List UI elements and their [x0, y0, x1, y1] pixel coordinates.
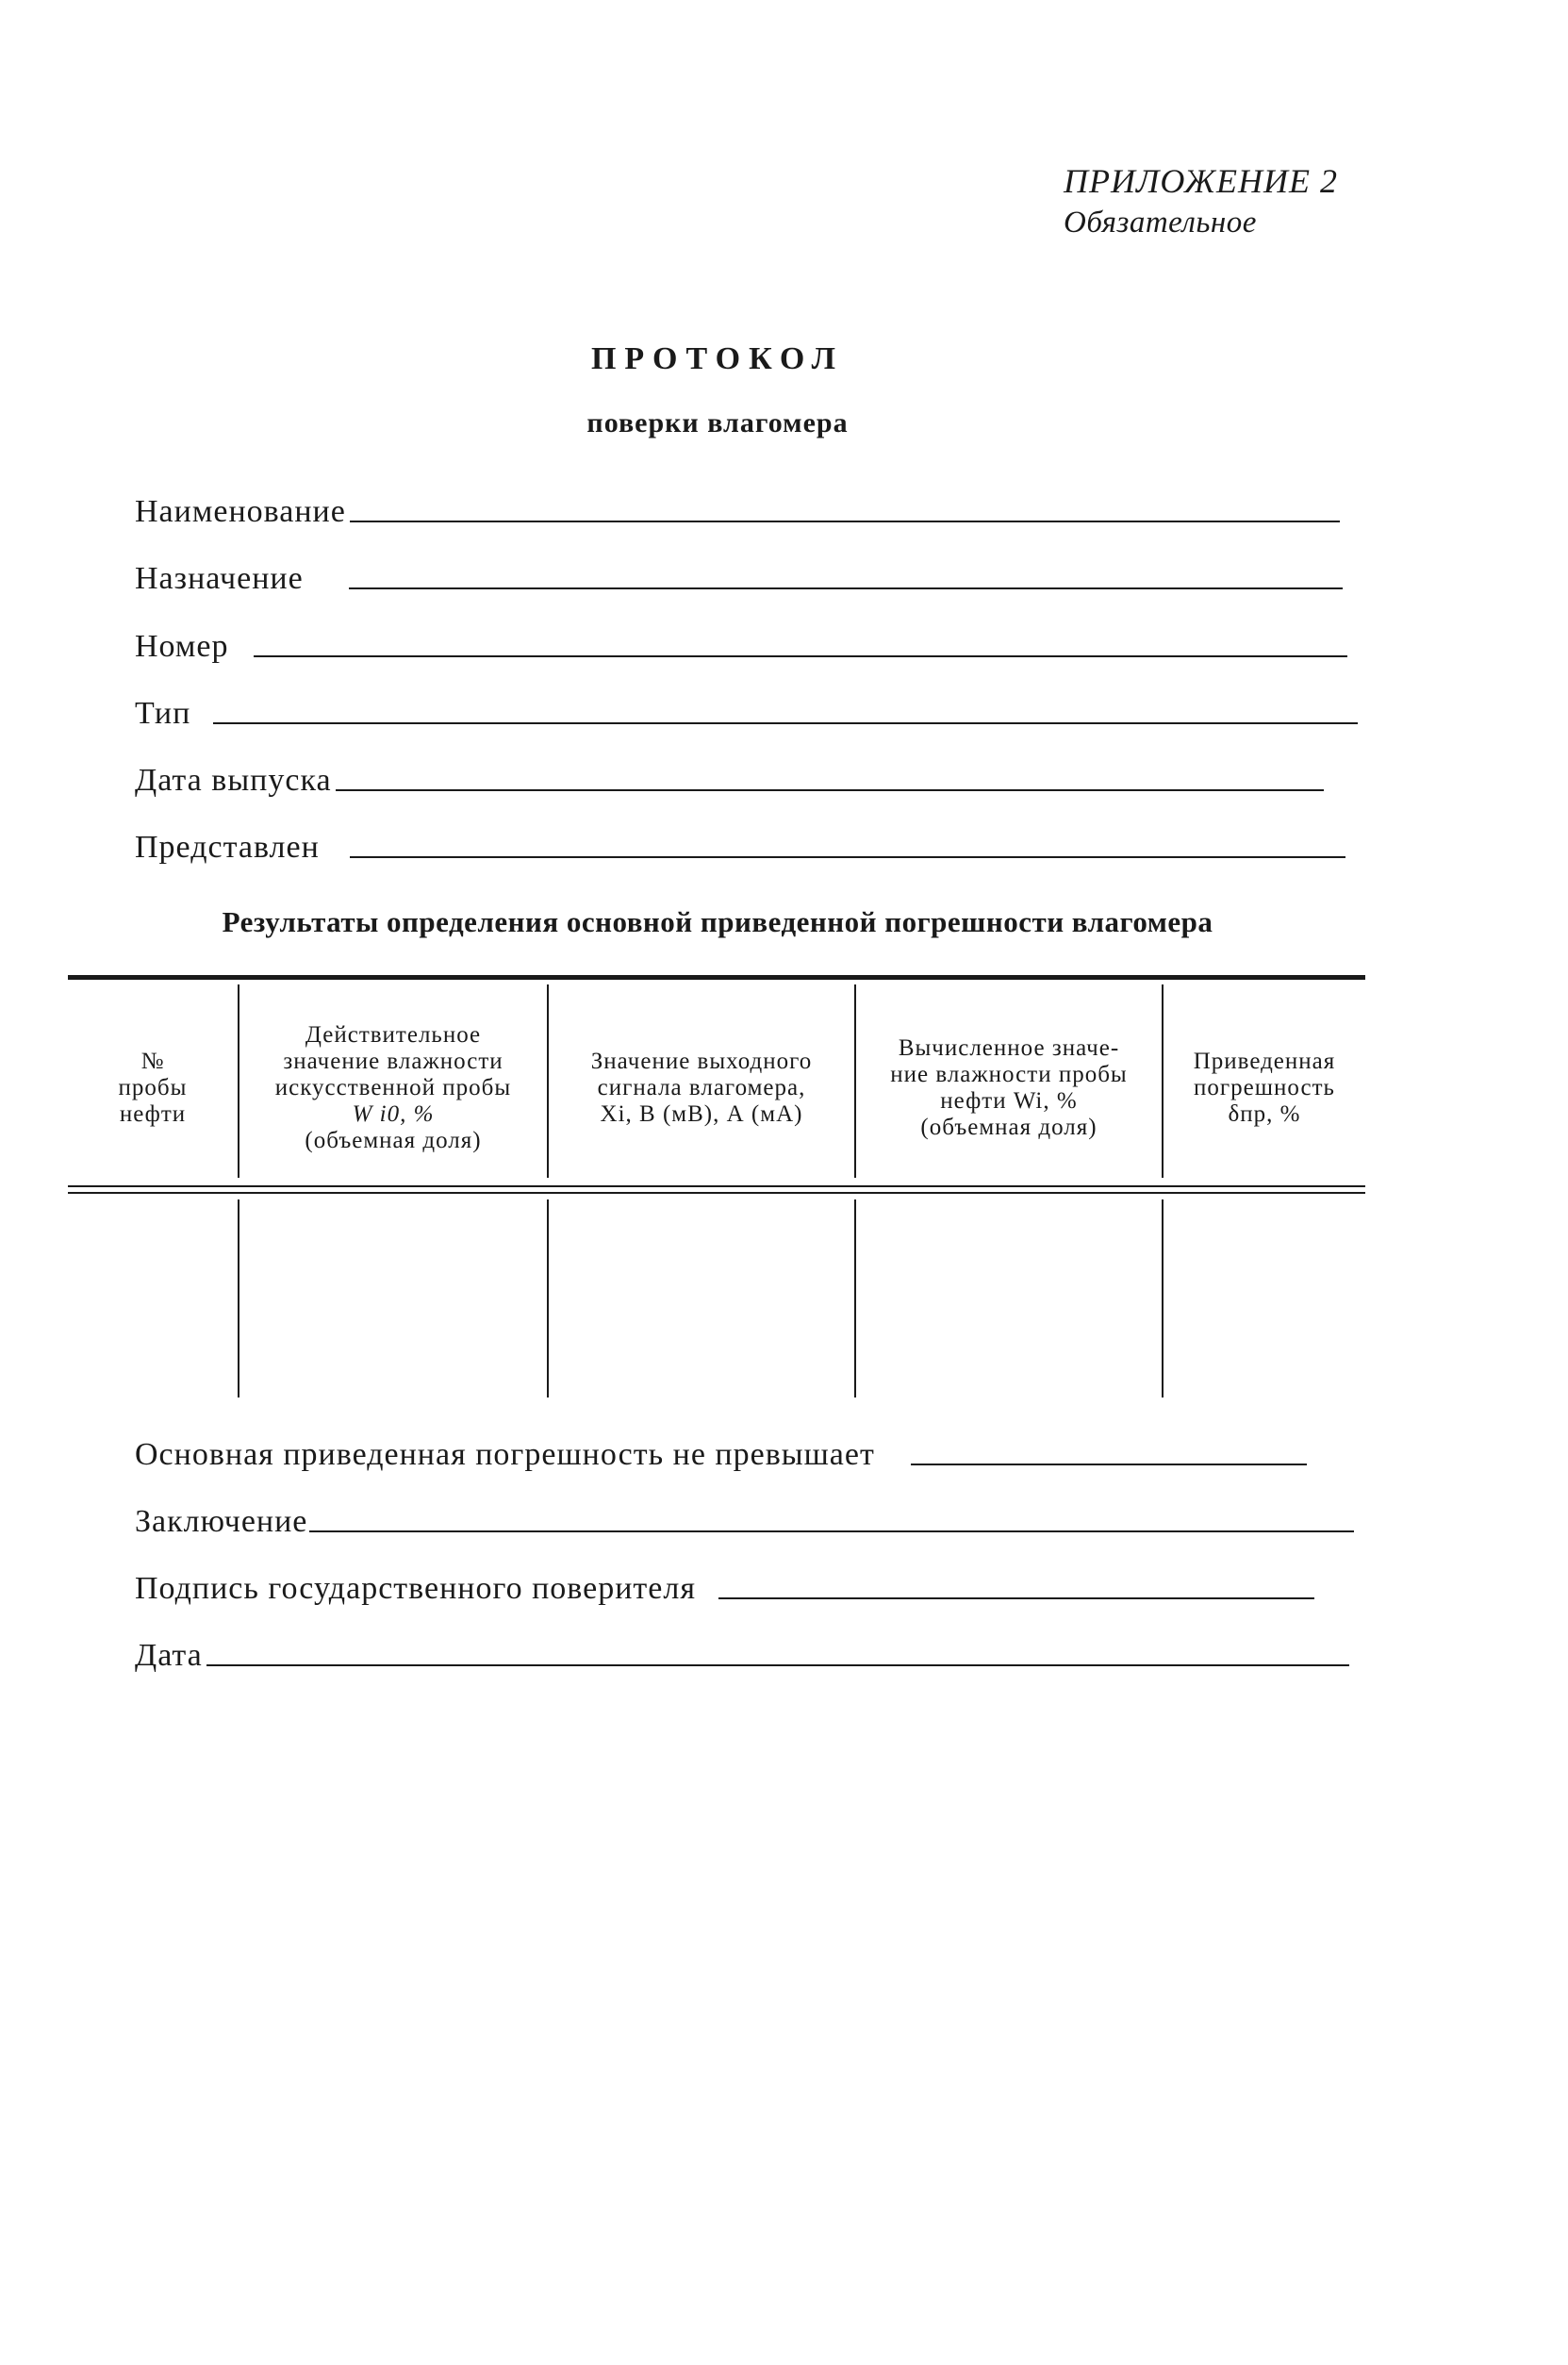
field-number-label: Номер: [135, 629, 229, 664]
header-line: №: [140, 1049, 165, 1074]
field-release-date-label: Дата выпуска: [135, 763, 332, 798]
header-line: искусственной пробы: [274, 1075, 512, 1100]
field-conclusion-label: Заключение: [135, 1504, 308, 1539]
field-number: [135, 628, 1347, 666]
field-signature-line[interactable]: [718, 1597, 1314, 1599]
field-max-error: [135, 1436, 1307, 1474]
field-type-line[interactable]: [213, 722, 1358, 724]
header-line: нефти: [119, 1101, 187, 1127]
field-type-label: Тип: [135, 696, 191, 731]
header-line: погрешность: [1194, 1075, 1335, 1100]
field-date-label: Дата: [135, 1638, 203, 1673]
table-top-rule: [68, 975, 1365, 980]
column-header-calculated-moisture: [856, 1003, 1162, 1173]
header-line: W i0, %: [352, 1101, 435, 1127]
field-signature: [135, 1570, 1314, 1608]
field-submitted-line[interactable]: [350, 856, 1345, 858]
field-date: [135, 1637, 1349, 1675]
header-line: нефти Wi, %: [940, 1088, 1078, 1114]
field-max-error-line[interactable]: [911, 1464, 1307, 1465]
protocol-subtitle: поверки влагомера: [586, 407, 849, 438]
field-submitted: [135, 829, 1345, 867]
column-header-actual-moisture: [239, 1003, 547, 1173]
header-line: δпр, %: [1228, 1101, 1301, 1127]
field-date-line[interactable]: [206, 1664, 1349, 1666]
column-header-output-signal: [549, 1003, 854, 1173]
table-divider: [854, 1199, 856, 1398]
table-header-rule: [68, 1185, 1365, 1187]
field-number-line[interactable]: [254, 655, 1347, 657]
field-release-date: [135, 762, 1324, 800]
protocol-title: ПРОТОКОЛ: [590, 341, 845, 376]
header-line: Приведенная: [1193, 1049, 1336, 1074]
header-line: ние влажности пробы: [890, 1062, 1128, 1087]
field-name-label: Наименование: [135, 494, 346, 529]
field-conclusion-line[interactable]: [309, 1530, 1354, 1532]
header-line: Вычисленное значе-: [898, 1035, 1120, 1061]
field-conclusion: [135, 1503, 1354, 1541]
field-purpose-line[interactable]: [349, 587, 1343, 589]
column-header-reduced-error: [1164, 1003, 1365, 1173]
header-line: значение влажности: [283, 1049, 503, 1074]
field-purpose: [135, 560, 1343, 598]
table-divider: [547, 1199, 549, 1398]
field-signature-label: Подпись государственного поверителя: [135, 1571, 696, 1606]
header-line: (объемная доля): [305, 1128, 482, 1153]
header-line: Xi, В (мВ), А (мА): [600, 1101, 803, 1127]
field-max-error-label: Основная приведенная погрешность не превышает: [135, 1437, 875, 1472]
column-header-sample-number: [68, 1003, 238, 1173]
header-line: Действительное: [305, 1022, 482, 1048]
header-line: (объемная доля): [920, 1115, 1098, 1140]
field-name: [135, 493, 1340, 531]
field-purpose-label: Назначение: [135, 561, 304, 596]
field-submitted-label: Представлен: [135, 830, 320, 865]
table-header-rule-second: [68, 1192, 1365, 1194]
field-type: [135, 695, 1358, 733]
appendix-title: ПРИЛОЖЕНИЕ 2: [1064, 162, 1338, 200]
appendix-block: [1064, 160, 1338, 243]
results-table: [68, 975, 1365, 1398]
field-name-line[interactable]: [350, 521, 1340, 522]
header-line: Значение выходного: [590, 1049, 813, 1074]
table-divider: [238, 1199, 239, 1398]
field-release-date-line[interactable]: [336, 789, 1324, 791]
results-heading: Результаты определения основной приведенной погрешности влагомера: [222, 905, 1213, 938]
appendix-status: Обязательное: [1064, 206, 1257, 240]
header-line: сигнала влагомера,: [597, 1075, 806, 1100]
table-divider: [1162, 1199, 1164, 1398]
header-line: пробы: [118, 1075, 188, 1100]
